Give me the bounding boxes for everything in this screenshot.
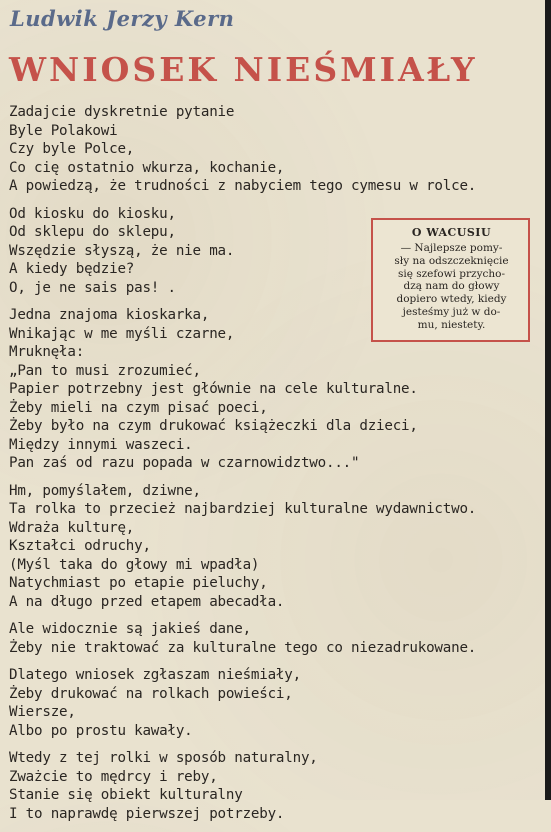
poem-line: Między innymi waszeci. [9, 436, 193, 453]
poem-line: Kształci odruchy, [9, 538, 151, 554]
poem-line: Natychmiast po etapie pieluchy, [9, 575, 268, 591]
sidebar-line: się szefowi przycho- [397, 267, 506, 280]
poem-line: Ale widocznie są jakieś dane, [9, 621, 251, 637]
poem-line: Żeby było na czym drukować książeczki dla dzieci, [9, 418, 418, 434]
poem-line: Dlatego wniosek zgłaszam nieśmiały, [9, 667, 301, 683]
poem-line: Co cię ostatnio wkurza, kochanie, [9, 159, 285, 176]
poem-line: O, je ne sais pas! . [9, 279, 176, 296]
sidebar-line: jesteśmy już w do- [402, 305, 501, 318]
poem-line: Od sklepu do sklepu, [9, 224, 176, 240]
poem-line: A powiedzą, że trudności z nabyciem tego cymesu w rolce. [9, 178, 477, 194]
sidebar-line: dzą nam do głowy [403, 280, 500, 293]
poem-line: I to naprawdę pierwszej potrzeby. [9, 805, 285, 822]
sidebar-line: mu, niestety. [417, 318, 486, 331]
poem-line: Czy byle Polce, [9, 141, 135, 157]
poem-stanza [9, 103, 477, 196]
scan-edge [545, 0, 551, 800]
poem-line: Papier potrzebny jest głównie na cele kulturalne. [9, 381, 418, 397]
poem-stanza [9, 482, 477, 612]
poem-line: Żeby mieli na czym pisać poeci, [9, 399, 268, 416]
sidebar-box [371, 218, 530, 342]
poem-line: Mruknęła: [9, 344, 85, 360]
poem-line: Wtedy z tej rolki w sposób naturalny, [9, 750, 318, 766]
poem-line: Wiersze, [9, 704, 76, 720]
article-title: WNIOSEK NIEŚMIAŁY [9, 50, 478, 89]
poem-line: Wdraża kulturę, [9, 519, 135, 536]
poem-line: Żeby drukować na rolkach powieści, [9, 685, 293, 702]
poem-line: „Pan to musi zrozumieć, [9, 362, 201, 379]
poem-line: Jedna znajoma kioskarka, [9, 307, 210, 323]
author-name: Ludwik Jerzy Kern [10, 6, 235, 31]
poem-line: Pan zaś od razu popada w czarnowidztwo..." [9, 455, 360, 471]
poem-line: Stanie się obiekt kulturalny [9, 787, 243, 803]
poem-line: (Myśl taka do głowy mi wpadła) [9, 556, 260, 573]
poem-stanza [9, 666, 469, 740]
poem-stanza [9, 620, 477, 657]
poem-line: Hm, pomyślałem, dziwne, [9, 482, 201, 499]
sidebar-line: dopiero wtedy, kiedy [396, 293, 507, 306]
sidebar-line: — Najlepsze pomy- [400, 242, 503, 254]
sidebar-title: O WACUSIU [411, 226, 492, 239]
poem-line: Żeby nie traktować za kulturalne tego co niezadrukowane. [9, 639, 477, 656]
poem-line: Wszędzie słyszą, że nie ma. [9, 242, 235, 259]
poem-line: A kiedy będzie? [9, 261, 135, 277]
poem-line: Od kiosku do kiosku, [9, 205, 176, 222]
poem-line: Ta rolka to przecież najbardziej kulturalne wydawnictwo. [9, 501, 477, 517]
poem-line: Wnikając w me myśli czarne, [9, 325, 235, 342]
poem-line: A na długo przed etapem abecadła. [9, 593, 285, 610]
poem-line: Zważcie to mędrcy i reby, [9, 768, 218, 785]
sidebar-line: sły na odszczeknięcie [394, 254, 509, 267]
poem-line: Byle Polakowi [9, 122, 118, 139]
poem-line: Albo po prostu kawały. [9, 722, 193, 739]
poem-stanza [9, 749, 469, 823]
sidebar-text [383, 242, 520, 332]
poem-body [9, 103, 477, 832]
poem-line: Zadajcie dyskretnie pytanie [9, 104, 235, 120]
